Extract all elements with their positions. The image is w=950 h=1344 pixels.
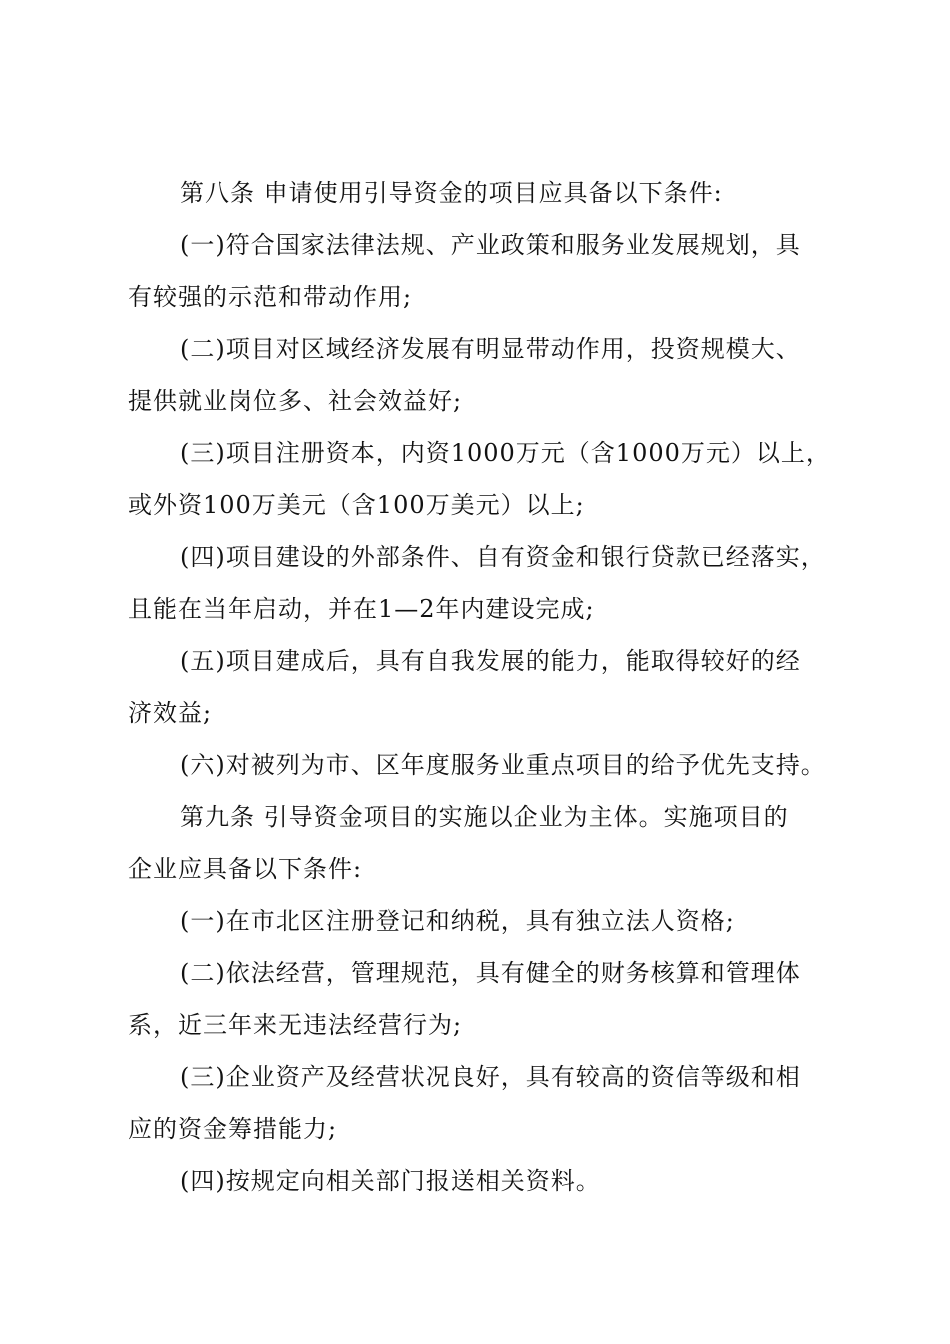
article-8-item-5: (五)项目建成后，具有自我发展的能力，能取得较好的经: [180, 647, 801, 675]
article-9-item-1: (一)在市北区注册登记和纳税，具有独立法人资格;: [180, 907, 735, 935]
article-8-item-2: (二)项目对区域经济发展有明显带动作用，投资规模大、: [180, 335, 801, 363]
article-9-heading: 第九条 引导资金项目的实施以企业为主体。实施项目的: [180, 803, 789, 831]
article-9-item-4: (四)按规定向相关部门报送相关资料。: [180, 1167, 601, 1195]
article-9-item-2-cont: 系，近三年来无违法经营行为;: [128, 1011, 463, 1039]
article-8-item-1: (一)符合国家法律法规、产业政策和服务业发展规划，具: [180, 231, 801, 259]
article-8-heading: 第八条 申请使用引导资金的项目应具备以下条件:: [180, 179, 723, 207]
article-9-heading-cont: 企业应具备以下条件:: [128, 855, 363, 883]
article-8-item-4-cont: 且能在当年启动，并在1—2年内建设完成;: [128, 595, 595, 623]
article-8-item-5-cont: 济效益;: [128, 699, 213, 727]
article-8-item-3-cont: 或外资100万美元（含100万美元）以上;: [128, 491, 585, 519]
article-9-item-3: (三)企业资产及经营状况良好，具有较高的资信等级和相: [180, 1063, 801, 1091]
article-9-item-2: (二)依法经营，管理规范，具有健全的财务核算和管理体: [180, 959, 801, 987]
article-9-item-3-cont: 应的资金筹措能力;: [128, 1115, 338, 1143]
article-8-item-4: (四)项目建设的外部条件、自有资金和银行贷款已经落实，: [180, 543, 826, 571]
article-8-item-1-cont: 有较强的示范和带动作用;: [128, 283, 413, 311]
article-8-item-2-cont: 提供就业岗位多、社会效益好;: [128, 387, 463, 415]
article-8-item-3: (三)项目注册资本，内资1000万元（含1000万元）以上，: [180, 439, 831, 467]
article-8-item-6: (六)对被列为市、区年度服务业重点项目的给予优先支持。: [180, 751, 826, 779]
